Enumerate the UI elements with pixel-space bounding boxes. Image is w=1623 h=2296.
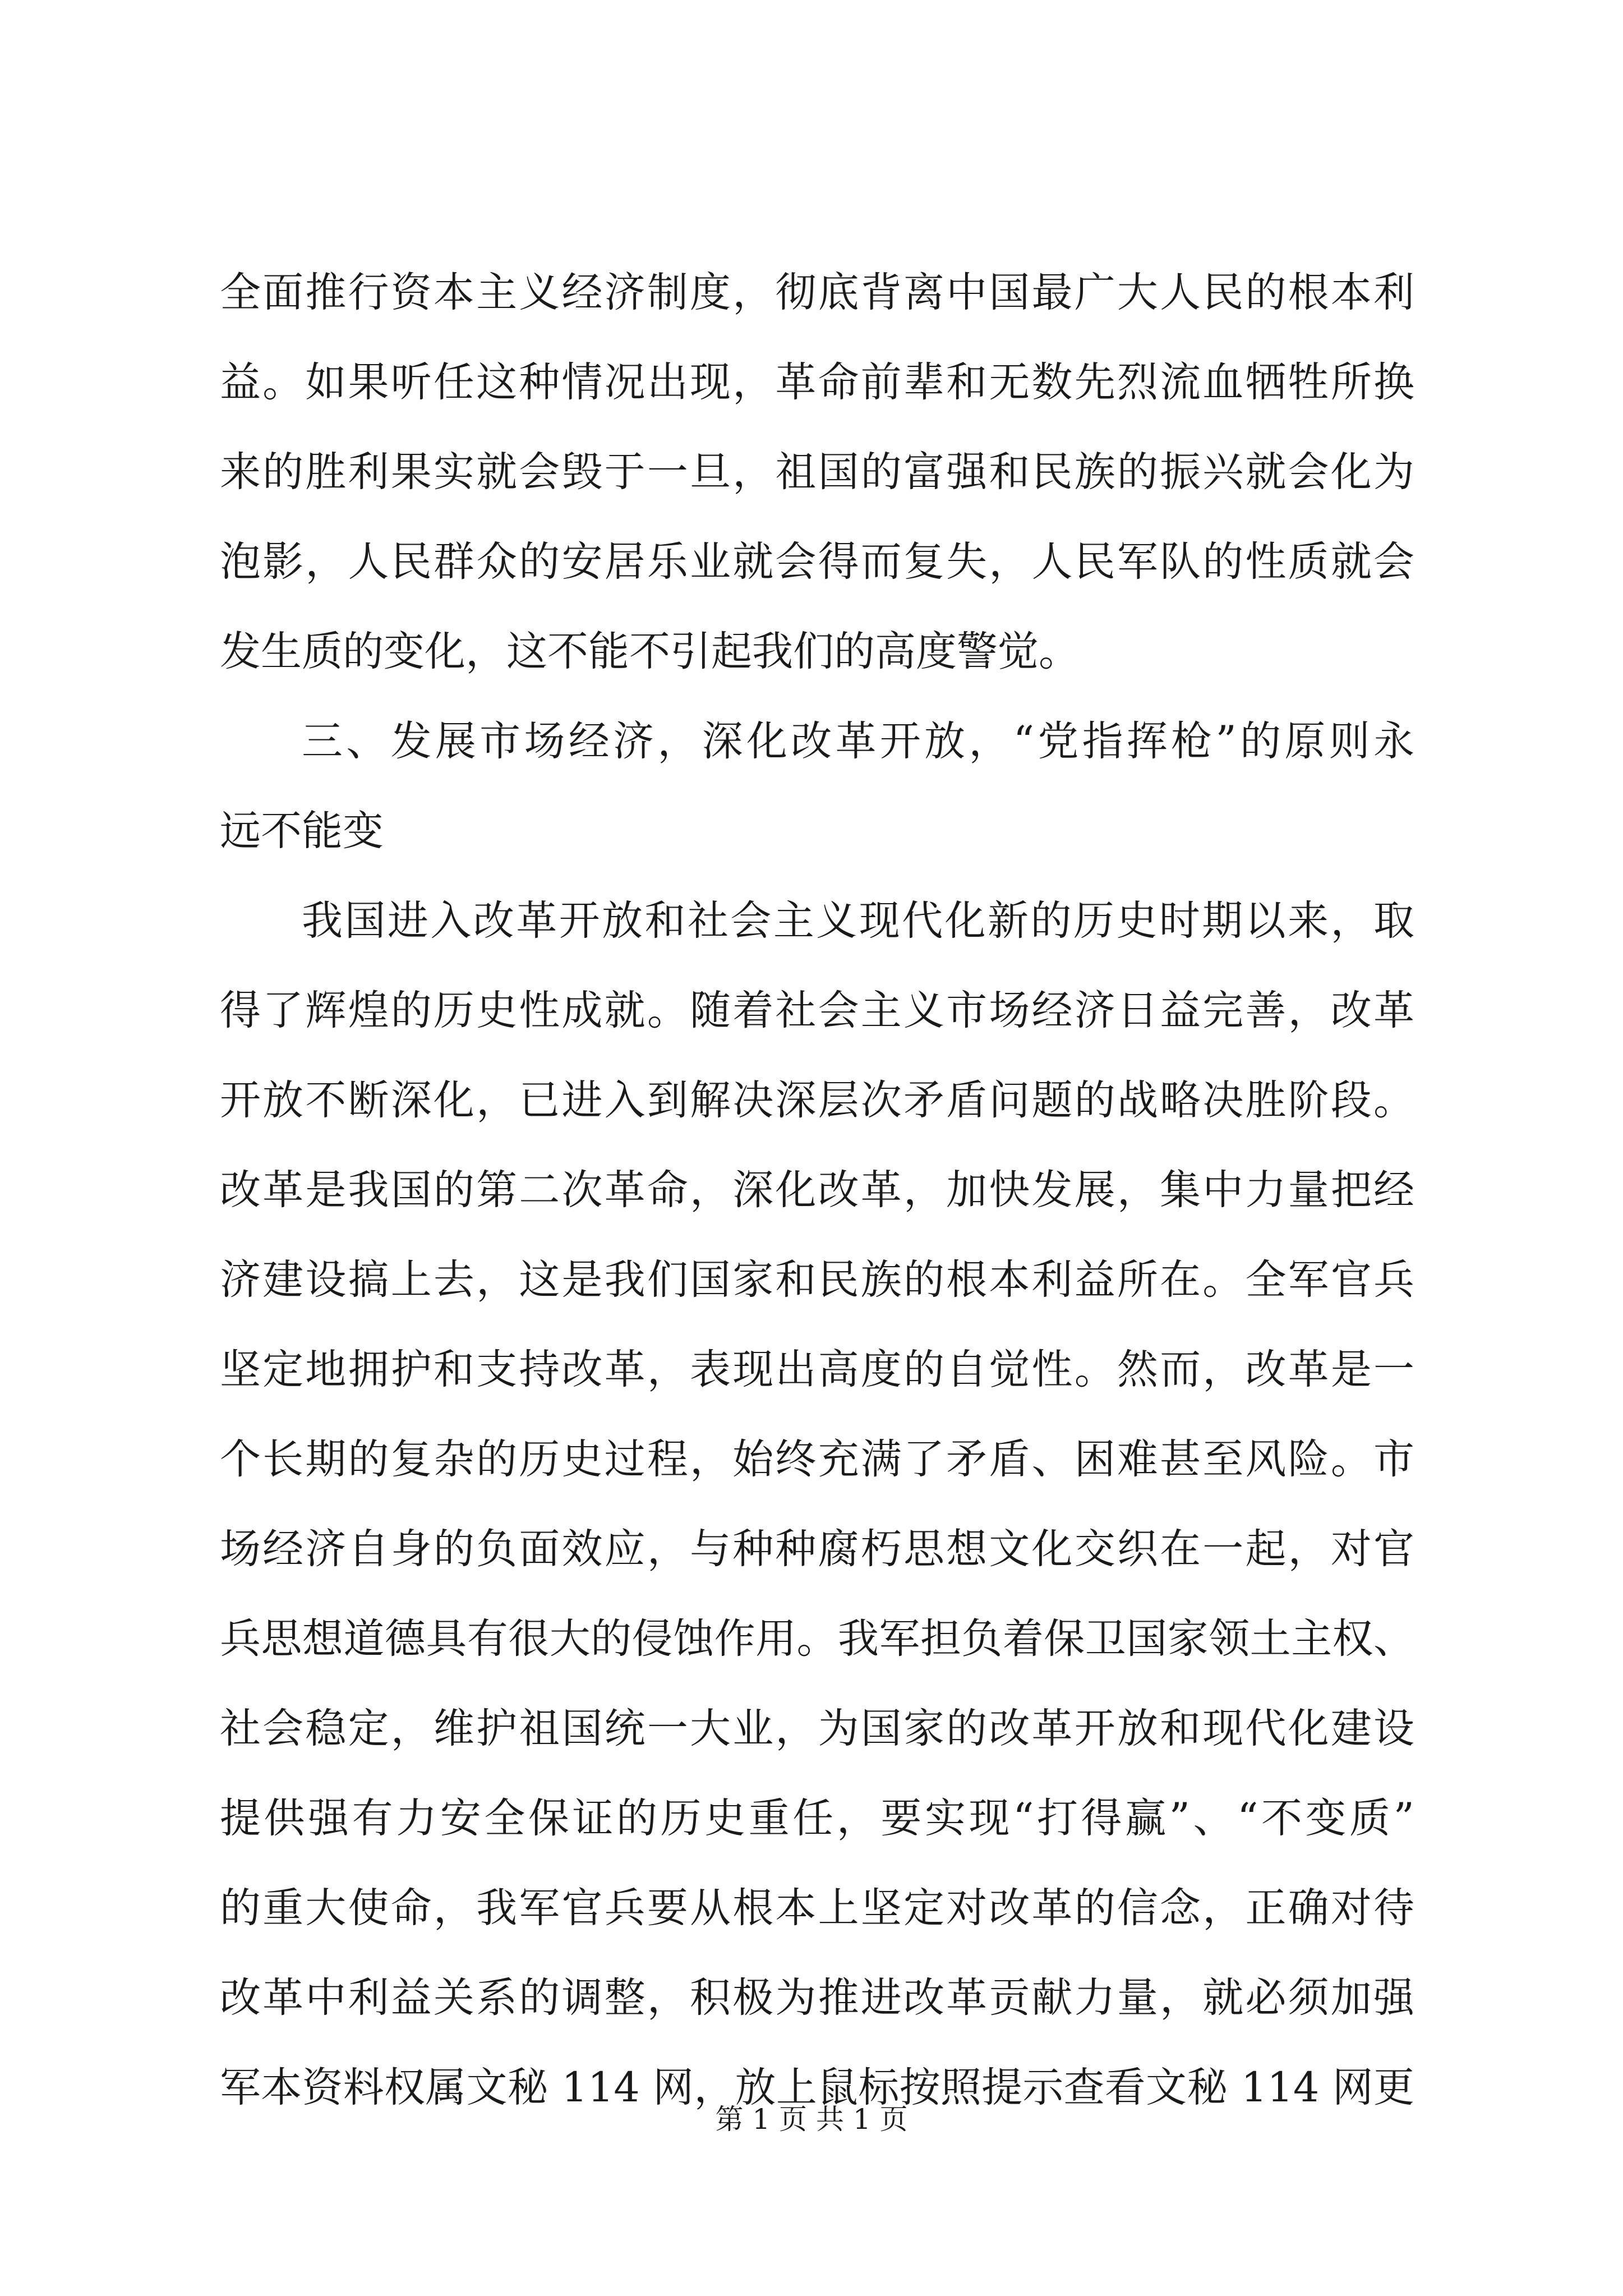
text-line: 我国进入改革开放和社会主义现代化新的历史时期以来，取 (302, 897, 1414, 945)
text-line: 得了辉煌的历史性成就。随着社会主义市场经济日益完善，改革 (220, 987, 1414, 1034)
text-line: 益。如果听任这种情况出现，革命前辈和无数先烈流血牺牲所换 (220, 358, 1414, 406)
text-line: 开放不断深化，已进入到解决深层次矛盾问题的战略决胜阶段。 (220, 1076, 1414, 1124)
text-line: 的重大使命，我军官兵要从根本上坚定对改革的信念，正确对待 (220, 1884, 1414, 1932)
text-line: 全面推行资本主义经济制度，彻底背离中国最广大人民的根本利 (220, 269, 1414, 316)
text-line: 发生质的变化，这不能不引起我们的高度警觉。 (220, 628, 1080, 675)
text-line: 改革中利益关系的调整，积极为推进改革贡献力量，就必须加强 (220, 1974, 1414, 2022)
section-heading-line: 远不能变 (220, 807, 384, 855)
text-line: 济建设搞上去，这是我们国家和民族的根本利益所在。全军官兵 (220, 1256, 1414, 1304)
text-line: 军本资料权属文秘 114 网，放上鼠标按照提示查看文秘 114 网更 (220, 2064, 1414, 2111)
body-text (220, 248, 1414, 2133)
text-line: 改革是我国的第二次革命，深化改革，加快发展，集中力量把经 (220, 1166, 1414, 1214)
text-line: 坚定地拥护和支持改革，表现出高度的自觉性。然而，改革是一 (220, 1346, 1414, 1393)
page-number-footer: 第 1 页 共 1 页 (715, 2103, 908, 2136)
text-line: 来的胜利果实就会毁于一旦，祖国的富强和民族的振兴就会化为 (220, 448, 1414, 496)
text-line: 个长期的复杂的历史过程，始终充满了矛盾、困难甚至风险。市 (220, 1435, 1414, 1483)
text-line: 兵思想道德具有很大的侵蚀作用。我军担负着保卫国家领土主权、 (220, 1615, 1414, 1663)
text-line: 泡影，人民群众的安居乐业就会得而复失，人民军队的性质就会 (220, 538, 1414, 586)
text-line: 提供强有力安全保证的历史重任，要实现“打得赢”、“不变质” (220, 1795, 1414, 1842)
text-line: 场经济自身的负面效应，与种种腐朽思想文化交织在一起，对官 (220, 1525, 1414, 1573)
section-heading-line: 三、发展市场经济，深化改革开放，“党指挥枪”的原则永 (302, 717, 1414, 765)
text-line: 社会稳定，维护祖国统一大业，为国家的改革开放和现代化建设 (220, 1705, 1414, 1752)
